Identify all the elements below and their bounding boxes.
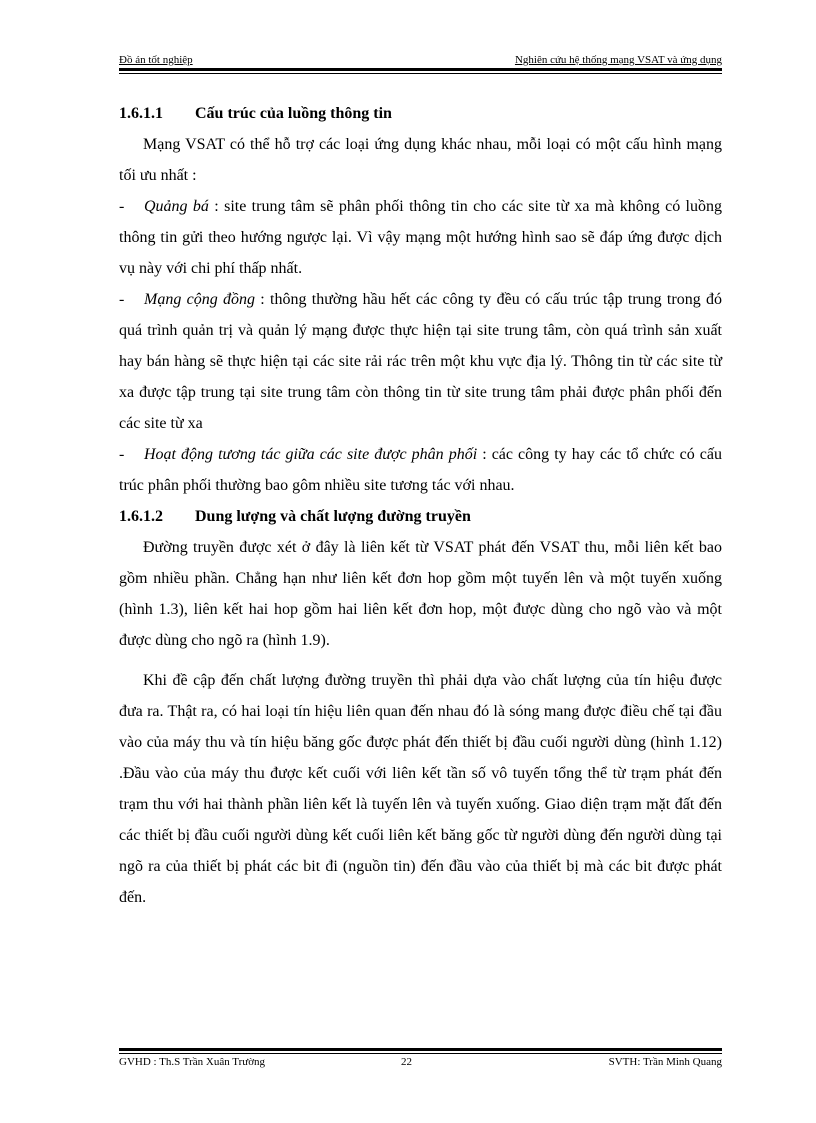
section-title: Dung lượng và chất lượng đường truyền — [195, 508, 471, 525]
bullet-term: Mạng cộng đồng — [144, 291, 256, 308]
page-body — [119, 98, 722, 913]
footer-advisor: GVHD : Th.S Trần Xuân Trường — [119, 1056, 266, 1068]
footer-rule-thick — [119, 1048, 722, 1051]
page-number: 22 — [401, 1056, 412, 1068]
section-number: 1.6.1.1 — [119, 105, 163, 122]
bullet-item-community — [119, 284, 722, 439]
page-footer — [119, 1055, 722, 1071]
bullet-item-interactive — [119, 439, 722, 501]
header-rule-thick — [119, 68, 722, 71]
section-heading-1612 — [119, 501, 722, 532]
bullet-dash: - — [119, 291, 125, 308]
bullet-term: Quảng bá — [144, 198, 209, 215]
bullet-text: : site trung tâm sẽ phân phối thông tin cho các site từ xa mà không có luồng thông tin gửi theo hướng ngược lại. Vì vậy mạng một hướng hình sao sẽ đáp ứng được dịch vụ này với chi phí thấp nhất. — [119, 198, 722, 277]
bullet-item-broadcast — [119, 191, 722, 284]
bullet-dash: - — [119, 198, 125, 215]
paragraph-intro: Mạng VSAT có thể hỗ trợ các loại ứng dụng khác nhau, mỗi loại có một cấu hình mạng tối ưu nhất : — [119, 136, 722, 184]
section-number: 1.6.1.2 — [119, 508, 163, 525]
bullet-dash: - — [119, 446, 125, 463]
header-right-text: Nghiên cứu hệ thống mạng VSAT và ứng dụng — [514, 54, 722, 66]
header-left-text: Đồ án tốt nghiệp — [119, 54, 193, 66]
page-header — [119, 54, 722, 68]
footer-rule-thin — [119, 1053, 722, 1054]
bullet-text: : các công ty hay các tổ chức có cấu trúc phân phối thường bao gôm nhiều site tương tác với nhau. — [119, 446, 722, 494]
section-heading-1611 — [119, 98, 722, 129]
bullet-term: Hoạt động tương tác giữa các site được phân phối — [144, 446, 478, 463]
bullet-text: : thông thường hầu hết các công ty đều có cấu trúc tập trung trong đó quá trình quản trị và quản lý mạng được thực hiện tại site trung tâm, còn quá trình sản xuất hay bán hàng sẽ thực hiện tại các site rải rác trên một khu vực địa lý. Thông tin từ các site từ xa được tập trung tại site trung tâm còn thông tin từ site trung tâm phải được phân phối đến các site từ xa — [119, 291, 722, 432]
paragraph-link: Đường truyền được xét ở đây là liên kết từ VSAT phát đến VSAT thu, mỗi liên kết bao gồm nhiều phần. Chẳng hạn như liên kết đơn hop gồm một tuyến lên và một tuyến xuống (hình 1.3), liên kết hai hop gồm hai liên kết đơn hop, một được dùng cho ngõ vào và một được dùng cho ngõ ra (hình 1.9). — [119, 539, 722, 649]
section-title: Cấu trúc của luồng thông tin — [195, 105, 392, 122]
header-rule-thin — [119, 73, 722, 74]
paragraph-quality: Khi đề cập đến chất lượng đường truyền thì phải dựa vào chất lượng của tín hiệu được đưa ra. Thật ra, có hai loại tín hiệu liên quan đến nhau đó là sóng mang được điều chế tại đầu vào của máy thu và tín hiệu băng gốc được phát đến thiết bị đầu cuối người dùng (hình 1.12) .Đầu vào của máy thu được kết cuối với liên kết tần số vô tuyến tổng thể từ trạm phát đến trạm thu với hai thành phần liên kết là tuyến lên và tuyến xuống. Giao diện trạm mặt đất đến các thiết bị đầu cuối người dùng kết cuối liên kết băng gốc từ người dùng đến người dùng tại ngõ ra của thiết bị phát các bit đi (nguồn tin) đến đầu vào của thiết bị mà các bit được phát đến. — [119, 672, 722, 906]
footer-student: SVTH: Trần Minh Quang — [608, 1056, 722, 1068]
